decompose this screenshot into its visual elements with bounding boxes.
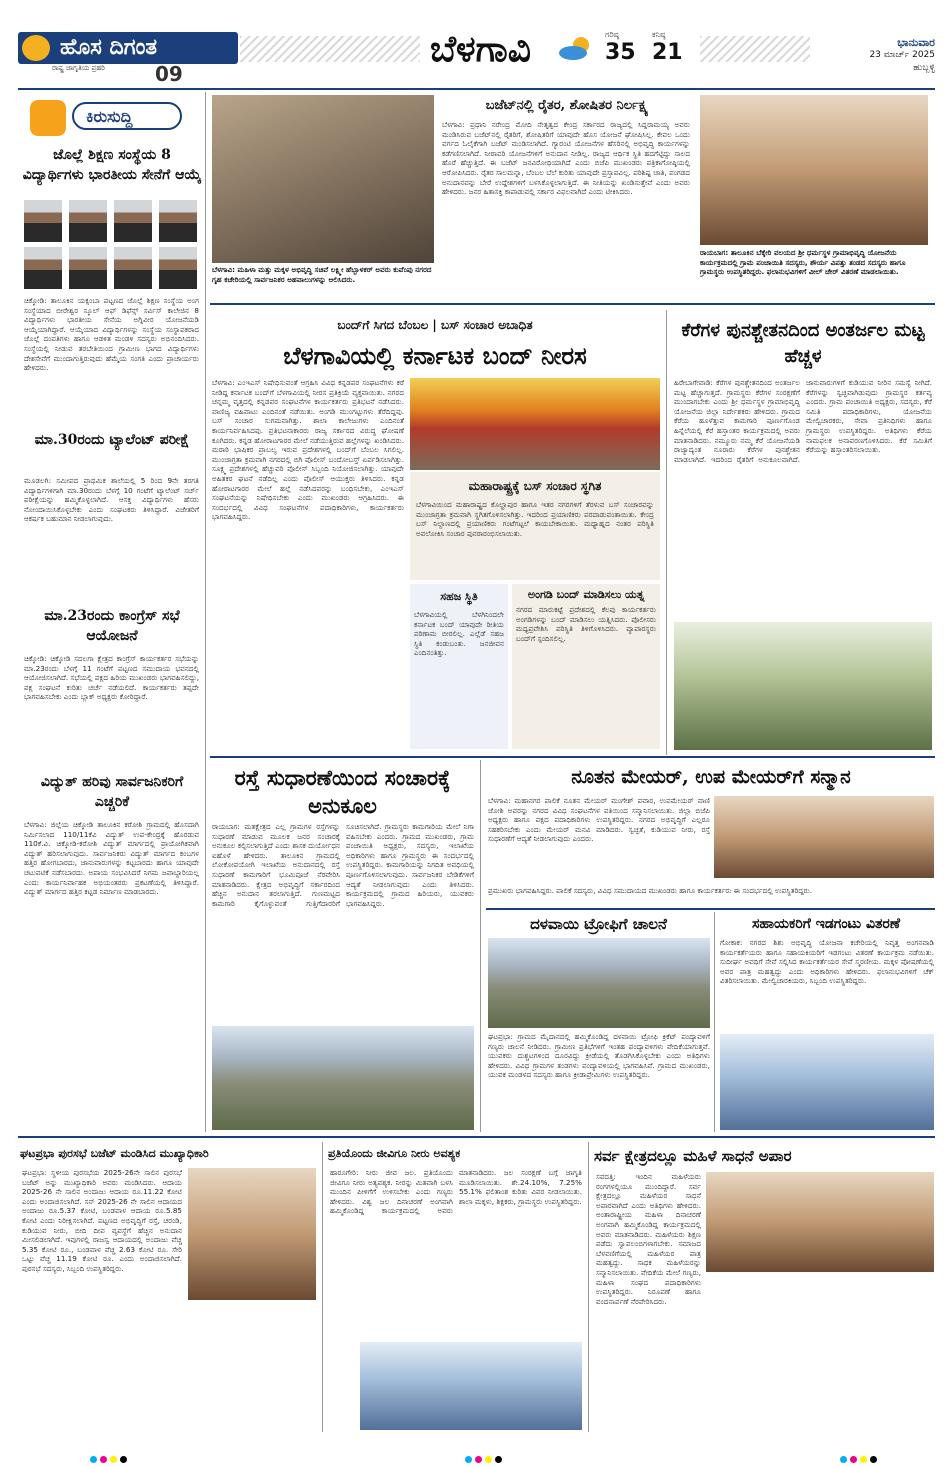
info-box bbox=[512, 584, 660, 749]
story-headline: ದಳವಾಯಿ ಟ್ರೋಫಿಗೆ ಚಾಲನೆ bbox=[530, 915, 667, 933]
masthead-hatch bbox=[240, 36, 420, 62]
info-box bbox=[410, 584, 508, 749]
masthead-hatch-right bbox=[700, 36, 810, 62]
registration-dots bbox=[465, 1448, 505, 1456]
student-photos bbox=[24, 200, 199, 290]
story-kicker: ಬಂದ್‌ಗೆ ಸಿಗದ ಬೆಂಬಲ | ಬಸ್ ಸಂಚಾರ ಅಬಾಧಿತ bbox=[337, 318, 533, 332]
story-body: ಘಟಪ್ರಭಾ: ಗ್ರಾಮದ ಮೈದಾನದಲ್ಲಿ ಹಮ್ಮಿಕೊಂಡಿದ್ದ ದಳವಾಯಿ ಟ್ರೋಫಿ ಕ್ರಿಕೆಟ್ ಪಂದ್ಯಾವಳಿಗೆ ಗಣ್ಯರು ಚಾಲನೆ ನೀಡಿದರು. ಗ್ರಾಮೀಣ ಪ್ರತಿಭೆಗಳಿಗೆ ಇಂತಹ ಪಂದ್ಯಾವಳಿಗಳು ವೇದಿಕೆಯಾಗುತ್ತವೆ. ಯುವಕರು ದುಶ್ಚಟಗಳಿಂದ ದೂರವಿದ್ದು ಕ್ರೀಡೆಯಲ್ಲಿ ತೊಡಗಿಸಿಕೊಳ್ಳಬೇಕು ಎಂದು ಅತಿಥಿಗಳು ಹೇಳಿದರು. ವಿವಿಧ ಗ್ರಾಮಗಳ ತಂಡಗಳು ಪಂದ್ಯಾವಳಿಯಲ್ಲಿ ಭಾಗವಹಿಸಿವೆ. ಗ್ರಾಮದ ಮುಖಂಡರು, ಯುವಕ ಮಂಡಳದ ಸದಸ್ಯರು ಹಾಗೂ ಕ್ರೀಡಾಪ್ರೇಮಿಗಳು ಉಪಸ್ಥಿತರಿದ್ದರು. bbox=[488, 1032, 710, 1080]
column-divider bbox=[480, 760, 481, 1132]
student-photo bbox=[24, 200, 62, 242]
news-photo bbox=[212, 1026, 474, 1130]
story-headline: ಜೊಲ್ಲೆ ಶಿಕ್ಷಣ ಸಂಸ್ಥೆಯ 8 ವಿದ್ಯಾರ್ಥಿಗಳು ಭಾರತೀಯ ಸೇನೆಗೆ ಆಯ್ಕೆ bbox=[22, 147, 202, 183]
section-label: ಕಿರುಸುದ್ದಿ bbox=[72, 102, 182, 130]
news-photo bbox=[674, 622, 932, 750]
story-body: ಚಿಕ್ಕೋಡಿ: ಚಿಕ್ಕೋಡಿ ಸದಲಗಾ ಕ್ಷೇತ್ರದ ಕಾಂಗ್ರೆಸ್ ಕಾರ್ಯಕರ್ತರ ಸಭೆಯನ್ನು ಮಾ.23ರಂದು ಬೆಳಗ್ಗೆ 11 ಗಂಟೆಗೆ ಪಟ್ಟಣದ ಸಮುದಾಯ ಭವನದಲ್ಲಿ ಆಯೋಜಿಸಲಾಗಿದೆ. ಸಭೆಯಲ್ಲಿ ಪಕ್ಷದ ಹಿರಿಯ ಮುಖಂಡರು ಭಾಗವಹಿಸಲಿದ್ದು, ಪಕ್ಷ ಸಂಘಟನೆ ಕುರಿತು ಚರ್ಚೆ ನಡೆಯಲಿದೆ. ಕಾರ್ಯಕರ್ತರು ತಪ್ಪದೇ ಭಾಗವಹಿಸಬೇಕು ಎಂದು ಬ್ಲಾಕ್ ಅಧ್ಯಕ್ಷರು ಕೋರಿದ್ದಾರೆ. bbox=[24, 654, 199, 702]
dateline bbox=[810, 36, 935, 75]
registration-dots bbox=[840, 1448, 880, 1456]
story-headline: ಪ್ರತಿಯೊಂದು ಜೀವಿಗೂ ನೀರು ಅವಶ್ಯಕ bbox=[328, 1147, 461, 1160]
student-photo bbox=[114, 247, 152, 289]
news-photo bbox=[720, 1034, 934, 1130]
box-title: ಅಂಗಡಿ ಬಂದ್ ಮಾಡಿಸಲು ಯತ್ನ bbox=[527, 588, 645, 601]
news-photo bbox=[714, 796, 934, 878]
section-rule bbox=[210, 303, 935, 305]
story-body: ರಾಯಬಾಗ: ಮತಕ್ಷೇತ್ರದ ಎಲ್ಲ ಗ್ರಾಮಗಳ ರಸ್ತೆಗಳನ್ನು ಸುಧಾರಣೆ ಮಾಡುವ ಮೂಲಕ ಜನರ ಸಂಚಾರಕ್ಕೆ ಅನುಕೂಲ ಕಲ್ಪಿಸಲಾಗುತ್ತಿದೆ ಎಂದು ಶಾಸಕ ದುರ್ಯೋಧನ ಐಹೊಳೆ ಹೇಳಿದರು. ತಾಲೂಕಿನ ಗ್ರಾಮದಲ್ಲಿ ಲೋಕೋಪಯೋಗಿ ಇಲಾಖೆಯ ಅನುದಾನದಲ್ಲಿ ರಸ್ತೆ ಸುಧಾರಣೆ ಕಾಮಗಾರಿಗೆ ಭೂಮಿಪೂಜೆ ನೆರವೇರಿಸಿ ಮಾತನಾಡಿದರು. ಕ್ಷೇತ್ರದ ಅಭಿವೃದ್ಧಿಗೆ ಸರ್ಕಾರದಿಂದ ಹೆಚ್ಚಿನ ಅನುದಾನ ತರಲಾಗುತ್ತಿದೆ. ಗುಣಮಟ್ಟದ ಕಾಮಗಾರಿ ಕೈಗೊಳ್ಳುವಂತೆ ಗುತ್ತಿಗೆದಾರರಿಗೆ ಸೂಚಿಸಲಾಗಿದೆ. ಗ್ರಾಮಸ್ಥರು ಕಾಮಗಾರಿಯ ಮೇಲೆ ನಿಗಾ ವಹಿಸಬೇಕು ಎಂದರು. ಗ್ರಾಮದ ಮುಖಂಡರು, ಗ್ರಾಮ ಪಂಚಾಯಿತಿ ಅಧ್ಯಕ್ಷರು, ಸದಸ್ಯರು, ಇಲಾಖೆಯ ಅಧಿಕಾರಿಗಳು ಹಾಗೂ ಗ್ರಾಮಸ್ಥರು ಈ ಸಂದರ್ಭದಲ್ಲಿ ಉಪಸ್ಥಿತರಿದ್ದರು. ಕಾಮಗಾರಿಯನ್ನು ನಿಗದಿತ ಅವಧಿಯಲ್ಲಿ ಪೂರ್ಣಗೊಳಿಸಲಾಗುವುದು. ಸಾರ್ವಜನಿಕರ ಬೇಡಿಕೆಗಳಿಗೆ ಆದ್ಯತೆ ನೀಡಲಾಗುವುದು ಎಂದು ತಿಳಿಸಿದರು. ಕಾರ್ಯಕ್ರಮದಲ್ಲಿ ಗ್ರಾಮದ ಹಿರಿಯರು, ಯುವಕರು ಭಾಗವಹಿಸಿದ್ದರು. bbox=[212, 822, 474, 908]
box-title: ಮಹಾರಾಷ್ಟ್ರಕ್ಕೆ ಬಸ್ ಸಂಚಾರ ಸ್ಥಗಿತ bbox=[468, 479, 602, 493]
masthead-rule bbox=[18, 88, 935, 90]
story-body: ಬೆಳಗಾವಿ: ಎಂಇಎಸ್ ನಿಷೇಧಿಸುವಂತೆ ಆಗ್ರಹಿಸಿ ವಿವಿಧ ಕನ್ನಡಪರ ಸಂಘಟನೆಗಳು ಕರೆ ನೀಡಿದ್ದ ಕರ್ನಾಟಕ ಬಂದ್‌ಗೆ ಬೆಳಗಾವಿಯಲ್ಲಿ ನೀರಸ ಪ್ರತಿಕ್ರಿಯೆ ವ್ಯಕ್ತವಾಯಿತು. ನಗರದ ಚನ್ನಮ್ಮ ವೃತ್ತದಲ್ಲಿ ಕನ್ನಡಪರ ಸಂಘಟನೆಗಳ ಕಾರ್ಯಕರ್ತರು ಪ್ರತಿಭಟನೆ ನಡೆಸಿದರು. ವಾಣಿಜ್ಯ ವಹಿವಾಟು ಎಂದಿನಂತೆ ನಡೆಯಿತು. ಅಂಗಡಿ ಮುಂಗಟ್ಟುಗಳು ತೆರೆದಿದ್ದವು. ಬಸ್ ಸಂಚಾರ ಸುಗಮವಾಗಿತ್ತು. ಶಾಲಾ ಕಾಲೇಜುಗಳು ಎಂದಿನಂತೆ ಕಾರ್ಯನಿರ್ವಹಿಸಿದವು. ಪ್ರತಿಭಟನಾಕಾರರು ರಾಜ್ಯ ಸರ್ಕಾರದ ವಿರುದ್ಧ ಘೋಷಣೆ ಕೂಗಿದರು. ಕನ್ನಡ ಹೋರಾಟಗಾರರ ಮೇಲೆ ನಡೆಯುತ್ತಿರುವ ಹಲ್ಲೆಗಳನ್ನು ಖಂಡಿಸಿದರು. ಮರಾಠಿ ಭಾಷಿಕರ ಪ್ರಾಬಲ್ಯ ಇರುವ ಪ್ರದೇಶಗಳಲ್ಲಿ ಬಂದ್‌ಗೆ ಬೆಂಬಲ ಸಿಗಲಿಲ್ಲ. ಮುಂಜಾಗ್ರತಾ ಕ್ರಮವಾಗಿ ನಗರದಲ್ಲಿ ಬಿಗಿ ಪೊಲೀಸ್ ಬಂದೋಬಸ್ತ್ ಏರ್ಪಡಿಸಲಾಗಿತ್ತು. ಸೂಕ್ಷ್ಮ ಪ್ರದೇಶಗಳಲ್ಲಿ ಹೆಚ್ಚುವರಿ ಪೊಲೀಸ್ ಸಿಬ್ಬಂದಿ ನಿಯೋಜಿಸಲಾಗಿತ್ತು. ಯಾವುದೇ ಅಹಿತಕರ ಘಟನೆ ನಡೆದಿಲ್ಲ ಎಂದು ಪೊಲೀಸ್ ಆಯುಕ್ತರು ತಿಳಿಸಿದರು. ಕನ್ನಡ ಹೋರಾಟಗಾರರ ಮೇಲೆ ಹಲ್ಲೆ ನಡೆಸಿದವರನ್ನು ಬಂಧಿಸಬೇಕು, ಎಂಇಎಸ್ ಸಂಘಟನೆಯನ್ನು ನಿಷೇಧಿಸಬೇಕು ಎಂದು ಮುಖಂಡರು ಆಗ್ರಹಿಸಿದರು. ಈ ಸಂದರ್ಭದಲ್ಲಿ ವಿವಿಧ ಸಂಘಟನೆಗಳ ಪದಾಧಿಕಾರಿಗಳು, ಕಾರ್ಯಕರ್ತರು ಭಾಗವಹಿಸಿದ್ದರು. bbox=[212, 378, 404, 522]
section-rule bbox=[210, 756, 935, 758]
temp-min-label: ಕನಿಷ್ಠ bbox=[652, 30, 666, 39]
story-body: ಚಿಕ್ಕೋಡಿ: ತಾಲೂಕಿನ ಯಕ್ಸಂಬಾ ಪಟ್ಟಣದ ಜೊಲ್ಲೆ ಶಿಕ್ಷಣ ಸಂಸ್ಥೆಯ ಅಂಗ ಸಂಸ್ಥೆಯಾದ ಬೀರೇಶ್ವರ ಸ್ಕೂಲ್ ಆಫ್ ಡಿಫೆನ್ಸ್ ಸರ್ವಿಸ್ ಕಾಲೇಜಿನ 8 ವಿದ್ಯಾರ್ಥಿಗಳು ಭಾರತೀಯ ಸೇನೆಯ ಅಗ್ನಿವೀರ ಯೋಜನೆಯಡಿ ಆಯ್ಕೆಯಾಗಿದ್ದಾರೆ. ಆಯ್ಕೆಯಾದ ವಿದ್ಯಾರ್ಥಿಗಳನ್ನು ಸಂಸ್ಥೆಯ ಸಂಸ್ಥಾಪಕರಾದ ಜೊಲ್ಲೆ ದಂಪತಿಗಳು ಹಾಗೂ ಆಡಳಿತ ಮಂಡಳಿ ಸದಸ್ಯರು ಅಭಿನಂದಿಸಿದರು. ಸಂಸ್ಥೆಯಲ್ಲಿ ನೀಡುವ ತರಬೇತಿಯಿಂದ ಗ್ರಾಮೀಣ ಭಾಗದ ವಿದ್ಯಾರ್ಥಿಗಳು ದೇಶಸೇವೆಗೆ ಮುಂದಾಗುತ್ತಿರುವುದು ಹೆಮ್ಮೆಯ ಸಂಗತಿ ಎಂದು ಪ್ರಾಚಾರ್ಯರು ಹೇಳಿದರು. bbox=[24, 296, 199, 373]
hand-pointing-icon bbox=[30, 100, 66, 136]
newspaper-logo: ಹೊಸ ದಿಗಂತ bbox=[18, 32, 238, 64]
temp-min bbox=[652, 30, 683, 65]
student-photo bbox=[69, 200, 107, 242]
news-photo bbox=[212, 95, 434, 263]
section-rule bbox=[18, 1136, 935, 1138]
column-divider bbox=[714, 912, 715, 1132]
lead-headline: ಬೆಳಗಾವಿಯಲ್ಲಿ ಕರ್ನಾಟಕ ಬಂದ್ ನೀರಸ bbox=[283, 341, 587, 370]
box-body: ಬೆಳಗಾವಿಯಲ್ಲಿ ಬೆಳಗಿನಿಂದಲೇ ಕರ್ನಾಟಕ ಬಂದ್ ಯಾವುದೇ ರೀತಿಯ ಪರಿಣಾಮ ಬೀರಲಿಲ್ಲ. ಎಲ್ಲೆಡೆ ಸಹಜ ಸ್ಥಿತಿ ಕಂಡುಬಂತು. ಜನಜೀವನ ಎಂದಿನಂತಿತ್ತು. bbox=[414, 610, 504, 658]
column-divider bbox=[588, 1142, 589, 1432]
registration-dots bbox=[90, 1448, 130, 1456]
student-photo bbox=[24, 247, 62, 289]
temp-max-value: 35 bbox=[605, 40, 636, 65]
story-headline: ರಸ್ತೆ ಸುಧಾರಣೆಯಿಂದ ಸಂಚಾರಕ್ಕೆ ಅನುಕೂಲ bbox=[234, 765, 451, 818]
story-headline: ಮಾ.23ರಂದು ಕಾಂಗ್ರೆಸ್ ಸಭೆ ಆಯೋಜನೆ bbox=[44, 608, 180, 644]
box-body: ಬೆಳಗಾವಿಯಿಂದ ಮಹಾರಾಷ್ಟ್ರದ ಕೊಲ್ಹಾಪುರ ಹಾಗೂ ಇತರ ನಗರಗಳಿಗೆ ತೆರಳುವ ಬಸ್ ಸಂಚಾರವನ್ನು ಮುಂಜಾಗ್ರತಾ ಕ್ರಮವಾಗಿ ಸ್ಥಗಿತಗೊಳಿಸಲಾಗಿತ್ತು. ಇದರಿಂದ ಪ್ರಯಾಣಿಕರು ಪರದಾಡುವಂತಾಯಿತು. ಕೇಂದ್ರ ಬಸ್ ನಿಲ್ದಾಣದಲ್ಲಿ ಪ್ರಯಾಣಿಕರು ಗಂಟೆಗಟ್ಟಲೆ ಕಾಯಬೇಕಾಯಿತು. ಮಧ್ಯಾಹ್ನದ ನಂತರ ಪರಿಸ್ಥಿತಿ ಅವಲೋಕಿಸಿ ಸಂಚಾರ ಪುನರಾರಂಭಿಸಲಾಯಿತು. bbox=[416, 500, 654, 538]
logo-tagline: ರಾಷ್ಟ್ರ ಜಾಗೃತಿಯ ಪ್ರಹರಿ bbox=[52, 64, 105, 72]
story-headline: ಸಹಾಯಕರಿಗೆ ಇಡಗಂಟು ವಿತರಣೆ bbox=[751, 916, 901, 932]
story-body: ಹಿರೇಬಾಗೇವಾಡಿ: ಕೆರೆಗಳ ಪುನಶ್ಚೇತನದಿಂದ ಅಂತರ್ಜಲ ಮಟ್ಟ ಹೆಚ್ಚಾಗುತ್ತದೆ. ಗ್ರಾಮಸ್ಥರು ಕೆರೆಗಳ ಸಂರಕ್ಷಣೆಗೆ ಮುಂದಾಗಬೇಕು ಎಂದು ಶ್ರೀ ಧರ್ಮಸ್ಥಳ ಗ್ರಾಮಾಭಿವೃದ್ಧಿ ಯೋಜನೆಯ ಜಿಲ್ಲಾ ನಿರ್ದೇಶಕರು ಹೇಳಿದರು. ಗ್ರಾಮದ ಕೆರೆಯ ಹೂಳೆತ್ತುವ ಕಾಮಗಾರಿ ಪೂರ್ಣಗೊಂಡ ಹಿನ್ನೆಲೆಯಲ್ಲಿ ಕೆರೆ ಹಸ್ತಾಂತರ ಕಾರ್ಯಕ್ರಮದಲ್ಲಿ ಅವರು ಮಾತನಾಡಿದರು. ನಮ್ಮೂರು ನಮ್ಮ ಕೆರೆ ಯೋಜನೆಯಡಿ ರಾಜ್ಯಾದ್ಯಂತ ನೂರಾರು ಕೆರೆಗಳ ಪುನಶ್ಚೇತನ ಮಾಡಲಾಗಿದೆ. ಇದರಿಂದ ರೈತರಿಗೆ ಅನುಕೂಲವಾಗಿದೆ. ಜಾನುವಾರುಗಳಿಗೆ ಕುಡಿಯುವ ನೀರಿನ ಸಮಸ್ಯೆ ನೀಗಿದೆ. ಕೆರೆಗಳನ್ನು ಸ್ವಚ್ಛವಾಗಿಡುವುದು ಗ್ರಾಮಸ್ಥರ ಕರ್ತವ್ಯ ಎಂದರು. ಗ್ರಾಮ ಪಂಚಾಯಿತಿ ಅಧ್ಯಕ್ಷರು, ಸದಸ್ಯರು, ಕೆರೆ ಸಮಿತಿ ಪದಾಧಿಕಾರಿಗಳು, ಯೋಜನೆಯ ಮೇಲ್ವಿಚಾರಕರು, ಸೇವಾ ಪ್ರತಿನಿಧಿಗಳು ಹಾಗೂ ಗ್ರಾಮಸ್ಥರು ಉಪಸ್ಥಿತರಿದ್ದರು. ಅತಿಥಿಗಳು ಕೆರೆಯ ನಾಮಫಲಕ ಅನಾವರಣಗೊಳಿಸಿದರು. ಕೆರೆ ಸಮಿತಿಗೆ ಕೆರೆಯನ್ನು ಹಸ್ತಾಂತರಿಸಲಾಯಿತು. bbox=[674, 378, 932, 464]
box-title: ಸಹಜ ಸ್ಥಿತಿ bbox=[440, 590, 478, 603]
student-photo bbox=[159, 247, 197, 289]
story-body: ಪ್ರಮುಖರು ಭಾಗವಹಿಸಿದ್ದರು. ಪಾಲಿಕೆ ಸದಸ್ಯರು, ವಿವಿಧ ಸಮುದಾಯದ ಮುಖಂಡರು ಹಾಗೂ ಕಾರ್ಯಕರ್ತರು ಈ ಸಂದರ್ಭದಲ್ಲಿ ಉಪಸ್ಥಿತರಿದ್ದರು. bbox=[488, 886, 813, 895]
news-photo bbox=[188, 1168, 316, 1300]
story-headline: ವಿದ್ಯುತ್ ಹರಿವು ಸಾರ್ವಜನಿಕರಿಗೆ ಎಚ್ಚರಿಕೆ bbox=[40, 774, 184, 810]
story-body: ಬೆಳಗಾವಿ: ಪ್ರಧಾನಿ ನರೇಂದ್ರ ಮೋದಿ ನೇತೃತ್ವದ ಕೇಂದ್ರ ಸರ್ಕಾರದ ರಾಜ್ಯದಲ್ಲಿ ಸಿದ್ದರಾಮಯ್ಯ ಅವರು ಮಂಡಿಸಿರುವ ಬಜೆಟ್‌ನಲ್ಲಿ ರೈತರಿಗೆ, ಶೋಷಿತರಿಗೆ ಯಾವುದೇ ಹೊಸ ಯೋಜನೆ ಘೋಷಿಸಿಲ್ಲ. ಕೇವಲ ಒಂದು ವರ್ಗದ ಓಲೈಕೆಗಾಗಿ ಬಜೆಟ್ ಮಂಡಿಸಲಾಗಿದೆ. ಗ್ಯಾರಂಟಿ ಯೋಜನೆಗಳ ಹೆಸರಿನಲ್ಲಿ ಅಭಿವೃದ್ಧಿ ಕಾರ್ಯಗಳನ್ನು ಕಡೆಗಣಿಸಲಾಗಿದೆ. ನೀರಾವರಿ ಯೋಜನೆಗಳಿಗೆ ಅನುದಾನ ನೀಡಿಲ್ಲ. ರಾಜ್ಯದ ಆರ್ಥಿಕ ಸ್ಥಿತಿ ಹದಗೆಟ್ಟಿದ್ದು ಸಾಲದ ಹೊರೆ ಹೆಚ್ಚುತ್ತಿದೆ. ಈ ಬಜೆಟ್ ಜನವಿರೋಧಿಯಾಗಿದೆ ಎಂದು ಬಿಜೆಪಿ ಮುಖಂಡರು ಪತ್ರಿಕಾಗೋಷ್ಠಿಯಲ್ಲಿ ಆರೋಪಿಸಿದರು. ರೈತರ ಸಾಲಮನ್ನಾ, ಬೆಂಬಲ ಬೆಲೆ ಕುರಿತು ಯಾವುದೇ ಪ್ರಸ್ತಾಪವಿಲ್ಲ. ಪರಿಶಿಷ್ಟ ಜಾತಿ, ಪಂಗಡದ ಅನುದಾನವನ್ನು ಬೇರೆ ಉದ್ದೇಶಗಳಿಗೆ ಬಳಸಿಕೊಳ್ಳಲಾಗುತ್ತಿದೆ. ಈ ನೀತಿಯನ್ನು ಖಂಡಿಸುತ್ತೇವೆ ಎಂದು ಅವರು ಹೇಳಿದರು. ಜನರ ಹಿತಾಸಕ್ತಿ ಕಾಪಾಡುವಲ್ಲಿ ಸರ್ಕಾರ ವಿಫಲವಾಗಿದೆ ಎಂದು ಟೀಕಿಸಿದರು. bbox=[442, 120, 690, 197]
section-rule bbox=[486, 908, 935, 910]
protest-photo bbox=[410, 378, 660, 470]
story-body: ಬೆಳಗಾವಿ: ಜಿಲ್ಲೆಯ ಚಿಕ್ಕೋಡಿ ತಾಲೂಕಿನ ಕರೋಶಿ ಗ್ರಾಮದಲ್ಲಿ ಹೊಸದಾಗಿ ನಿರ್ಮಿಸಲಾದ 110/11ಕೆವಿ ವಿದ್ಯುತ್ ಉಪ-ಕೇಂದ್ರಕ್ಕೆ ಹೊರಡುವ 110ಕೆ.ವಿ. ಚಿಕ್ಕೋಡಿ-ಕರೋಶಿ ವಿದ್ಯುತ್ ಮಾರ್ಗದಲ್ಲಿ ಪ್ರಾಯೋಗಿಕವಾಗಿ ವಿದ್ಯುತ್ ಹರಿಸಲಾಗುವುದು. ಸಾರ್ವಜನಿಕರು ವಿದ್ಯುತ್ ಮಾರ್ಗದ ಕಂಬಗಳ ಹತ್ತಿರ ಹೋಗಬಾರದು, ಜಾನುವಾರುಗಳನ್ನು ಕಟ್ಟಬಾರದು ಹಾಗೂ ಯಾವುದೇ ಚಟುವಟಿಕೆ ನಡೆಸಬಾರದು. ಅಪಾಯ ಸಂಭವಿಸಿದರೆ ನಿಗಮ ಜವಾಬ್ದಾರಿಯಲ್ಲ ಎಂದು ಕಾರ್ಯನಿರ್ವಾಹಕ ಅಭಿಯಂತರರು ಪ್ರಕಟಣೆಯಲ್ಲಿ ತಿಳಿಸಿದ್ದಾರೆ. ವಿದ್ಯುತ್ ಮಾರ್ಗದ ಹತ್ತಿರ ಕಟ್ಟಡ ನಿರ್ಮಾಣ ಮಾಡಬಾರದು. bbox=[24, 820, 199, 897]
weather-cloud-sun-icon bbox=[555, 35, 597, 61]
story-body: ಮೂಡಲಗಿ: ಸಮೀಪದ ಪ್ರಾಥಮಿಕ ಶಾಲೆಯಲ್ಲಿ 5 ರಿಂದ 9ನೇ ತರಗತಿ ವಿದ್ಯಾರ್ಥಿಗಳಿಗಾಗಿ ಮಾ.30ರಂದು ಬೆಳಗ್ಗೆ 10 ಗಂಟೆಗೆ ಟ್ಯಾಲೆಂಟ್ ಸರ್ಚ್ ಪರೀಕ್ಷೆಯನ್ನು ಹಮ್ಮಿಕೊಳ್ಳಲಾಗಿದೆ. ಆಸಕ್ತ ವಿದ್ಯಾರ್ಥಿಗಳು ಹೆಸರು ನೋಂದಾಯಿಸಿಕೊಳ್ಳಬೇಕು ಎಂದು ಸಂಘಟಕರು ತಿಳಿಸಿದ್ದಾರೆ. ವಿಜೇತರಿಗೆ ಆಕರ್ಷಕ ಬಹುಮಾನ ನೀಡಲಾಗುವುದು. bbox=[24, 476, 199, 524]
column-divider bbox=[666, 310, 667, 755]
city-label: ಹುಬ್ಬಳ್ಳಿ bbox=[913, 63, 935, 73]
temp-max bbox=[605, 30, 636, 65]
story-body: ಬೆಳಗಾವಿ: ಮಹಾನಗರ ಪಾಲಿಕೆ ನೂತನ ಮೇಯರ್ ಮಂಗೇಶ್ ಪವಾರ, ಉಪಮೇಯರ್ ವಾಣಿ ಜೋಶಿ ಅವರನ್ನು ನಗರದ ವಿವಿಧ ಸಂಘಟನೆಗಳ ವತಿಯಿಂದ ಸನ್ಮಾನಿಸಲಾಯಿತು. ಜಿಲ್ಲಾ ಬಿಜೆಪಿ ಅಧ್ಯಕ್ಷರು ಹಾಗೂ ಪಕ್ಷದ ಪದಾಧಿಕಾರಿಗಳು ಉಪಸ್ಥಿತರಿದ್ದರು. ನಗರದ ಅಭಿವೃದ್ಧಿಗೆ ಎಲ್ಲರೂ ಸಹಕರಿಸಬೇಕು ಎಂದು ಮೇಯರ್ ಮನವಿ ಮಾಡಿದರು. ಸ್ವಚ್ಛತೆ, ಕುಡಿಯುವ ನೀರು, ರಸ್ತೆ ಸುಧಾರಣೆಗೆ ಆದ್ಯತೆ ನೀಡಲಾಗುವುದು ಎಂದರು. bbox=[488, 796, 710, 844]
student-photo bbox=[159, 200, 197, 242]
story-body: ಘಟಪ್ರಭಾ: ಸ್ಥಳೀಯ ಪುರಸಭೆಯ 2025-26ನೇ ಸಾಲಿನ ಪುರಸಭೆ ಬಜೆಟ್ ಅನ್ನು ಮುಖ್ಯಾಧಿಕಾರಿ ಅವರು ಮಂಡಿಸಿದರು. ಆದಾಯ 2025-26 ನೇ ಸಾಲಿನ ಅಂದಾಜು ಆದಾಯ ರೂ.11.22 ಕೋಟಿ ಎಂದು ಅಂದಾಜಿಸಲಾಗಿದೆ. ಸನ್ 2025-26 ನೇ ಸಾಲಿನ ಆದಾಯದ ಅಂದಾಜು ರೂ.5.37 ಕೋಟಿ, ಬಂಡವಾಳ ಆದಾಯ ರೂ.5.85 ಕೋಟಿ ಎಂದು ನಿರೀಕ್ಷಿಸಲಾಗಿದೆ. ಪಟ್ಟಣದ ಅಭಿವೃದ್ಧಿಗೆ ರಸ್ತೆ, ಚರಂಡಿ, ಕುಡಿಯುವ ನೀರು, ಬೀದಿ ದೀಪ ವ್ಯವಸ್ಥೆಗೆ ಹೆಚ್ಚಿನ ಅನುದಾನ ಮೀಸಲಿಡಲಾಗಿದೆ. ಇವುಗಳಲ್ಲಿ ರಾಜಸ್ವ ಆದಾಯದಲ್ಲಿ ಅಂದಾಜು ವೆಚ್ಚ 5.35 ಕೋಟಿ ರೂ., ಬಂಡವಾಳ ವೆಚ್ಚ 2.63 ಕೋಟಿ ರೂ. ಸೇರಿ ಒಟ್ಟು ವೆಚ್ಚ 11.19 ಕೋಟಿ ರೂ. ಎಂದು ಅಂದಾಜಿಸಲಾಗಿದೆ. ಪುರಸಭೆ ಸದಸ್ಯರು, ಸಿಬ್ಬಂದಿ ಉಪಸ್ಥಿತರಿದ್ದರು. bbox=[22, 1168, 182, 1273]
photo-caption: ಬೆಳಗಾವಿ: ಮಹಿಳಾ ಮತ್ತು ಮಕ್ಕಳ ಅಭಿವೃದ್ಧಿ ಸಚಿವೆ ಲಕ್ಷ್ಮೀ ಹೆಬ್ಬಾಳಕರ್ ಅವರು ಕುವೆಂಪು ನಗರದ ಗೃಹ ಕಚೇರಿಯಲ್ಲಿ ಸಾರ್ವಜನಿಕರ ಅಹವಾಲುಗಳನ್ನು ಆಲಿಸಿದರು. bbox=[212, 265, 432, 284]
date-label: 23 ಮಾರ್ಚ್ 2025 bbox=[869, 50, 935, 60]
story-body: ಗೋಕಾಕ: ನಗರದ ಶಿಶು ಅಭಿವೃದ್ಧಿ ಯೋಜನಾ ಕಚೇರಿಯಲ್ಲಿ ನಿವೃತ್ತ ಅಂಗನವಾಡಿ ಕಾರ್ಯಕರ್ತೆಯರು ಹಾಗೂ ಸಹಾಯಕಿಯರಿಗೆ ಇಡಗಂಟು ವಿತರಣೆ ಕಾರ್ಯಕ್ರಮ ನಡೆಯಿತು. ಸುದೀರ್ಘ ಅವಧಿಗೆ ಸೇವೆ ಸಲ್ಲಿಸಿದ ಕಾರ್ಯಕರ್ತೆಯರ ಸೇವೆ ಸ್ಮರಣೀಯ. ಮಕ್ಕಳ ಪೋಷಣೆಯಲ್ಲಿ ಅವರ ಪಾತ್ರ ಮಹತ್ವದ್ದು ಎಂದು ಅಧಿಕಾರಿಗಳು ಹೇಳಿದರು. ಫಲಾನುಭವಿಗಳಿಗೆ ಚೆಕ್ ವಿತರಿಸಲಾಯಿತು. ಮೇಲ್ವಿಚಾರಕಿಯರು, ಸಿಬ್ಬಂದಿ ಉಪಸ್ಥಿತರಿದ್ದರು. bbox=[720, 938, 934, 986]
day-label: ಭಾನುವಾರ bbox=[897, 36, 935, 49]
column-divider bbox=[322, 1142, 323, 1432]
story-body: ಸವದತ್ತಿ: ಇಂದಿನ ಮಹಿಳೆಯರು ರಂಗಗಳಲ್ಲಿಯೂ ಮುಂದಿದ್ದಾರೆ. ಸರ್ವ ಕ್ಷೇತ್ರದಲ್ಲೂ ಮಹಿಳೆಯರ ಸಾಧನೆ ಅಪಾರವಾಗಿದೆ ಎಂದು ಅತಿಥಿಗಳು ಹೇಳಿದರು. ಅಂತಾರಾಷ್ಟ್ರೀಯ ಮಹಿಳಾ ದಿನಾಚರಣೆ ಅಂಗವಾಗಿ ಹಮ್ಮಿಕೊಂಡಿದ್ದ ಕಾರ್ಯಕ್ರಮದಲ್ಲಿ ಅವರು ಮಾತನಾಡಿದರು. ಮಹಿಳೆಯರು ಶಿಕ್ಷಣ ಪಡೆದು ಸ್ವಾವಲಂಬಿಗಳಾಗಬೇಕು. ಸಮಾಜದ ಬೆಳವಣಿಗೆಯಲ್ಲಿ ಮಹಿಳೆಯರ ಪಾತ್ರ ಮಹತ್ವದ್ದು. ಸಾಧಕ ಮಹಿಳೆಯರನ್ನು ಸನ್ಮಾನಿಸಲಾಯಿತು. ವೇದಿಕೆಯ ಮೇಲೆ ಗಣ್ಯರು, ಮಹಿಳಾ ಸಂಘದ ಪದಾಧಿಕಾರಿಗಳು ಉಪಸ್ಥಿತರಿದ್ದರು. ನಿರೂಪಣೆ ಹಾಗೂ ವಂದನಾರ್ಪಣೆ ನೆರವೇರಿಸಿದರು. bbox=[596, 1172, 701, 1306]
news-photo bbox=[360, 1342, 582, 1430]
story-headline: ನೂತನ ಮೇಯರ್, ಉಪ ಮೇಯರ್‌ಗೆ ಸನ್ಮಾನ bbox=[571, 766, 851, 788]
news-photo bbox=[488, 938, 710, 1028]
logo-emblem-icon bbox=[22, 35, 50, 61]
student-photo bbox=[114, 200, 152, 242]
temp-min-value: 21 bbox=[652, 40, 683, 65]
story-headline: ಘಟಪ್ರಭಾ ಪುರಸಭೆ ಬಜೆಟ್ ಮಂಡಿಸಿದ ಮುಖ್ಯಾಧಿಕಾರಿ bbox=[20, 1147, 209, 1160]
info-box bbox=[410, 472, 660, 580]
photo-caption: ರಾಯಬಾಗ: ತಾಲೂಕಿನ ಬೆಕ್ಕೇರಿ ವಲಯದ ಶ್ರೀ ಧರ್ಮಸ್ಥಳ ಗ್ರಾಮಾಭಿವೃದ್ಧಿ ಯೋಜನೆಯ ಕಾರ್ಯಕ್ರಮದಲ್ಲಿ ಗ್ರಾಮ ಪಂಚಾಯಿತಿ ಸದಸ್ಯರು, ಶೌರ್ಯ ವಿಪತ್ತು ತಂಡದ ಸದಸ್ಯರು ಹಾಗೂ ಗ್ರಾಮಸ್ಥರು ಉಪಸ್ಥಿತರಿದ್ದರು. ಫಲಾನುಭವಿಗಳಿಗೆ ವೀಲ್ ಚೇರ್ ವಿತರಣೆ ಮಾಡಲಾಯಿತು. bbox=[700, 248, 906, 276]
story-headline: ಮಾ.30ರಂದು ಟ್ಯಾಲೆಂಟ್ ಪರೀಕ್ಷೆ bbox=[34, 432, 190, 448]
story-headline: ಬಜೆಟ್‌ನಲ್ಲಿ ರೈತರ, ಶೋಷಿತರ ನಿರ್ಲಕ್ಷ್ಯ bbox=[485, 98, 649, 113]
box-body: ನಗರದ ಮಾರುಕಟ್ಟೆ ಪ್ರದೇಶದಲ್ಲಿ ಕೆಲವು ಕಾರ್ಯಕರ್ತರು ಅಂಗಡಿಗಳನ್ನು ಬಂದ್ ಮಾಡಿಸಲು ಯತ್ನಿಸಿದರು. ಪೊಲೀಸರು ಮಧ್ಯಪ್ರವೇಶಿಸಿ ಪರಿಸ್ಥಿತಿ ತಿಳಿಗೊಳಿಸಿದರು. ವ್ಯಾಪಾರಸ್ಥರು ಬಂದ್‌ಗೆ ಸ್ಪಂದಿಸಲಿಲ್ಲ. bbox=[516, 605, 656, 643]
news-photo bbox=[706, 1172, 934, 1272]
page-number: 09 bbox=[155, 62, 183, 86]
story-body: ಹಾರೂಗೇರಿ: ನೀರು ಜೀವ ಜಲ. ಪ್ರತಿಯೊಂದು ಜೀವಿಗೂ ನೀರು ಅತ್ಯವಶ್ಯಕ. ನೀರನ್ನು ಮಿತವಾಗಿ ಬಳಸಿ ಮುಂದಿನ ಪೀಳಿಗೆಗೆ ಉಳಿಸಬೇಕು ಎಂದು ಗಣ್ಯರು ಹೇಳಿದರು. ವಿಶ್ವ ಜಲ ದಿನಾಚರಣೆ ಅಂಗವಾಗಿ ಹಮ್ಮಿಕೊಂಡಿದ್ದ ಕಾರ್ಯಕ್ರಮದಲ್ಲಿ ಅವರು ಮಾತನಾಡಿದರು. ಜಲ ಸಂರಕ್ಷಣೆ ಬಗ್ಗೆ ಜಾಗೃತಿ ಮೂಡಿಸಲಾಯಿತು. ಶೇ.24.10%, 7.25% 55.1% ಫಲಿತಾಂಶ ಕುರಿತು ವಿವರ ನೀಡಲಾಯಿತು. ಶಾಲಾ ಮಕ್ಕಳು, ಶಿಕ್ಷಕರು, ಗ್ರಾಮಸ್ಥರು ಉಪಸ್ಥಿತರಿದ್ದರು. bbox=[330, 1168, 582, 1216]
student-photo bbox=[69, 247, 107, 289]
column-divider bbox=[205, 92, 206, 1132]
edition-title: ಬೆಳಗಾವಿ bbox=[430, 28, 531, 70]
temp-max-label: ಗರಿಷ್ಠ bbox=[605, 30, 619, 39]
story-headline: ಕೆರೆಗಳ ಪುನಶ್ಚೇತನದಿಂದ ಅಂತರ್ಜಲ ಮಟ್ಟ ಹೆಚ್ಚಳ bbox=[681, 320, 925, 367]
story-headline: ಸರ್ವ ಕ್ಷೇತ್ರದಲ್ಲೂ ಮಹಿಳೆ ಸಾಧನೆ ಅಪಾರ bbox=[594, 1147, 792, 1165]
news-photo bbox=[700, 95, 928, 245]
